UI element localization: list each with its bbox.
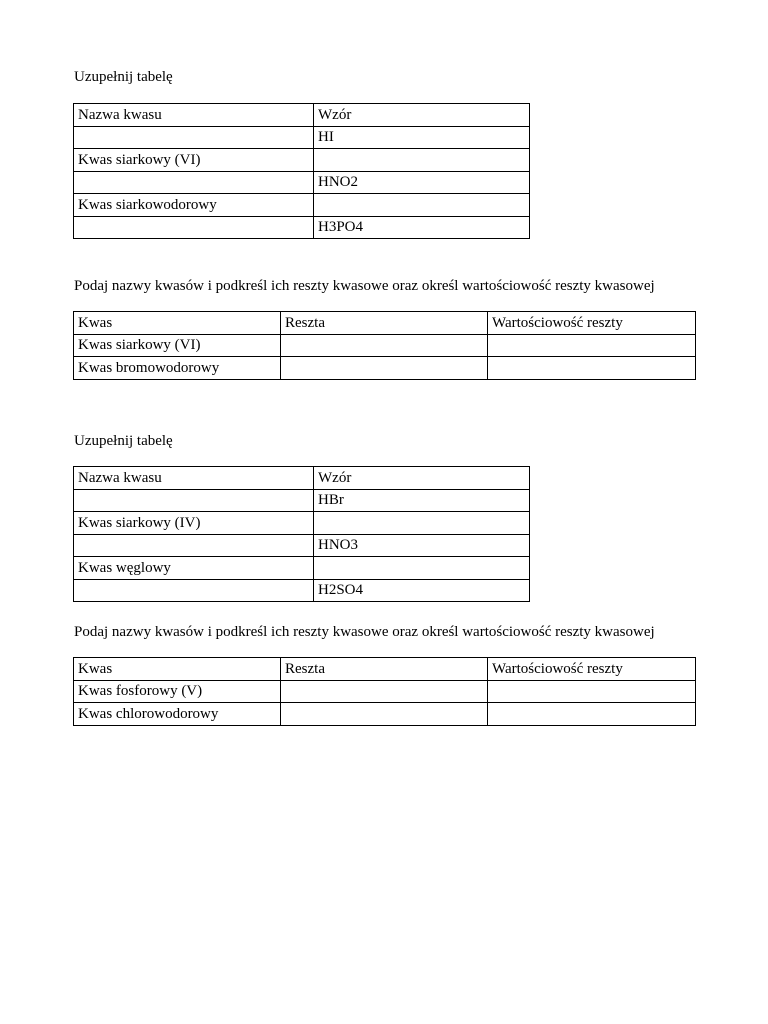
formula-cell[interactable] [314,512,530,535]
formula-cell[interactable] [314,194,530,217]
table-header-row [74,312,696,335]
table-header-row [74,658,696,681]
table-row [74,334,696,357]
formula-table-1 [73,103,530,239]
section4-heading: Podaj nazwy kwasów i podkreśl ich reszty kwasowe oraz określ wartościowość reszty kwasowej [74,624,655,640]
table-row [74,703,696,726]
header-acid: Kwas [74,658,281,681]
acid-cell: Kwas bromowodorowy [74,357,281,380]
valence-cell[interactable] [488,357,696,380]
residue-table-2 [73,657,696,726]
table-header-row [74,104,530,127]
residue-cell[interactable] [281,334,488,357]
header-acid: Kwas [74,312,281,335]
table-row [74,171,530,194]
formula-cell[interactable]: HNO2 [314,171,530,194]
header-valence: Wartościowość reszty [488,658,696,681]
header-residue: Reszta [281,312,488,335]
table-header-row [74,467,530,490]
formula-cell[interactable]: H3PO4 [314,216,530,239]
table-row [74,534,530,557]
table-row [74,579,530,602]
valence-cell[interactable] [488,703,696,726]
table-row [74,512,530,535]
formula-cell[interactable]: HI [314,126,530,149]
table-row [74,126,530,149]
header-acid-name: Nazwa kwasu [74,467,314,490]
acid-name-cell[interactable] [74,216,314,239]
acid-name-cell[interactable] [74,579,314,602]
formula-cell[interactable]: HNO3 [314,534,530,557]
formula-cell[interactable] [314,557,530,580]
formula-cell[interactable]: H2SO4 [314,579,530,602]
acid-name-cell[interactable] [74,534,314,557]
table-row [74,216,530,239]
table-row [74,194,530,217]
residue-cell[interactable] [281,703,488,726]
header-formula: Wzór [314,104,530,127]
formula-table-2 [73,466,530,602]
acid-name-cell[interactable]: Kwas siarkowy (VI) [74,149,314,172]
table-row [74,489,530,512]
acid-name-cell[interactable] [74,171,314,194]
section1-heading: Uzupełnij tabelę [74,69,173,85]
table-row [74,557,530,580]
section2-heading: Podaj nazwy kwasów i podkreśl ich reszty kwasowe oraz określ wartościowość reszty kwasowej [74,278,655,294]
formula-cell[interactable]: HBr [314,489,530,512]
valence-cell[interactable] [488,680,696,703]
header-valence: Wartościowość reszty [488,312,696,335]
acid-name-cell[interactable] [74,489,314,512]
acid-name-cell[interactable] [74,126,314,149]
valence-cell[interactable] [488,334,696,357]
header-formula: Wzór [314,467,530,490]
header-acid-name: Nazwa kwasu [74,104,314,127]
acid-cell: Kwas fosforowy (V) [74,680,281,703]
acid-name-cell[interactable]: Kwas siarkowodorowy [74,194,314,217]
residue-cell[interactable] [281,357,488,380]
residue-cell[interactable] [281,680,488,703]
table-row [74,357,696,380]
acid-cell: Kwas chlorowodorowy [74,703,281,726]
acid-name-cell[interactable]: Kwas węglowy [74,557,314,580]
formula-cell[interactable] [314,149,530,172]
section3-heading: Uzupełnij tabelę [74,433,173,449]
table-row [74,680,696,703]
residue-table-1 [73,311,696,380]
table-row [74,149,530,172]
header-residue: Reszta [281,658,488,681]
acid-cell: Kwas siarkowy (VI) [74,334,281,357]
acid-name-cell[interactable]: Kwas siarkowy (IV) [74,512,314,535]
